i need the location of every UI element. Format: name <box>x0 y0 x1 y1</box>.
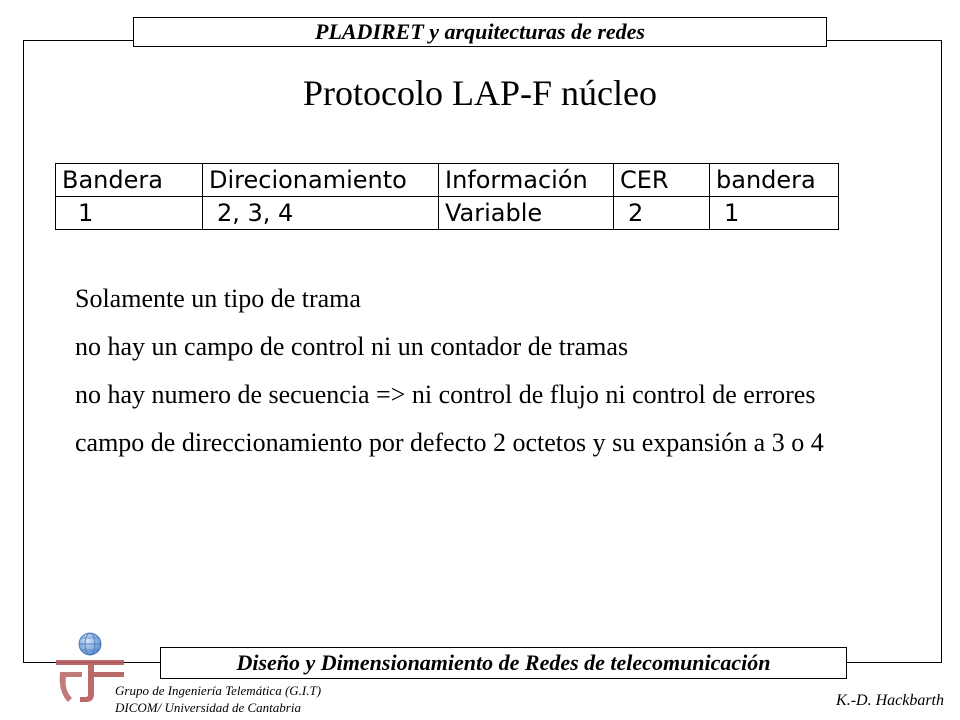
bullet-item: no hay numero de secuencia => ni control de flujo ni control de errores <box>75 380 816 409</box>
header-banner <box>133 17 827 47</box>
group-line-1: Grupo de Ingeniería Telemática (G.I.T) <box>115 683 322 698</box>
field-cell: Direcionamiento <box>203 164 439 197</box>
length-cell: Variable <box>439 197 614 230</box>
length-cell: 1 <box>56 197 203 230</box>
field-cell: bandera <box>710 164 839 197</box>
footer-banner <box>160 647 847 679</box>
slide-title: Protocolo LAP-F núcleo <box>303 73 657 113</box>
length-cell: 2, 3, 4 <box>203 197 439 230</box>
bullet-item: Solamente un tipo de trama <box>75 284 361 313</box>
table-row-fields <box>56 164 839 197</box>
length-cell: 2 <box>614 197 710 230</box>
lapf-frame-table <box>55 163 839 230</box>
group-affiliation <box>115 682 321 716</box>
course-title: Diseño y Dimensionamiento de Redes de telecomunicación <box>236 650 771 675</box>
bullet-list <box>75 282 865 474</box>
table-row-lengths <box>56 197 839 230</box>
header-title: PLADIRET y arquitecturas de redes <box>315 19 645 44</box>
length-cell: 1 <box>710 197 839 230</box>
field-cell: Bandera <box>56 164 203 197</box>
bullet-item: no hay un campo de control ni un contador de tramas <box>75 332 629 361</box>
bullet-item: campo de direccionamiento por defecto 2 octetos y su expansión a 3 o 4 <box>75 428 824 457</box>
field-cell: CER <box>614 164 710 197</box>
field-cell: Información <box>439 164 614 197</box>
group-line-2: DICOM/ Universidad de Cantabria <box>115 700 301 715</box>
author-name: K.-D. Hackbarth <box>836 692 944 709</box>
